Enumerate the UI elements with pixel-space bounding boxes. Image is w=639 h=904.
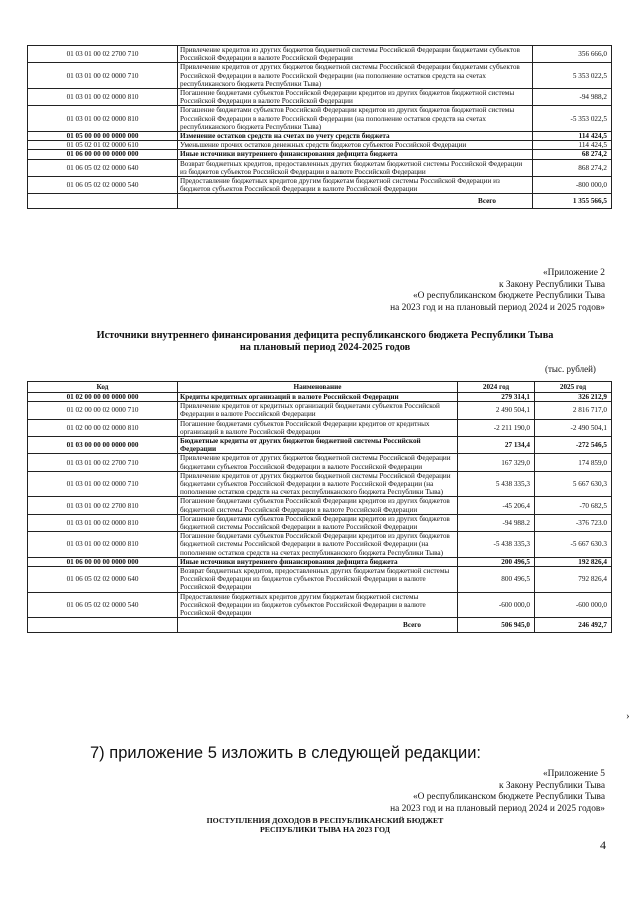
total-label: Всего — [178, 194, 533, 209]
table-row — [28, 454, 612, 471]
row-value-2024: -5 438 335,3 — [458, 532, 535, 558]
header-2024: 2024 год — [458, 382, 535, 393]
appendix-5-title-line2: РЕСПУБЛИКИ ТЫВА НА 2023 ГОД — [259, 825, 391, 834]
row-name: Бюджетные кредиты от других бюджетов бюджетной системы Российской Федерации — [178, 437, 458, 454]
row-value-2024: -600 000,0 — [458, 592, 535, 618]
header-name: Наименование — [178, 382, 458, 393]
table-row — [28, 63, 612, 89]
row-value-2025: 2 816 717,0 — [535, 402, 612, 419]
row-value-2024: 27 134,4 — [458, 437, 535, 454]
table-row — [28, 514, 612, 531]
total-row — [28, 618, 612, 633]
appendix-2-line2: к Закону Республики Тыва — [499, 279, 605, 290]
row-value-2024: -94 988.2 — [458, 514, 535, 531]
total-value-2025: 246 492,7 — [535, 618, 612, 633]
table-2-title-line2: на плановый период 2024-2025 годов — [239, 342, 411, 353]
appendix-2-line3: «О республиканском бюджете Республики Тыва — [412, 291, 605, 301]
page-number: 4 — [600, 838, 606, 852]
appendix-5-line2: к Закону Республики Тыва — [499, 780, 605, 791]
appendix-5-line1: «Приложение 5 — [542, 769, 605, 779]
row-name: Возврат бюджетных кредитов, предоставленных других бюджетам бюджетной системы Российской Федерации из бюджетов субъектов Российской Федерации в валюте Российской Федерации — [178, 567, 458, 593]
appendix-2-header — [205, 268, 605, 314]
row-value-2025: 792 826,4 — [535, 567, 612, 593]
row-value: 114 424,5 — [533, 141, 612, 150]
row-value-2024: 2 490 504,1 — [458, 402, 535, 419]
row-code: 01 06 05 02 02 0000 540 — [28, 592, 178, 618]
row-name: Предоставление бюджетных кредитов другим бюджетам бюджетной системы Российской Федерации из бюджетов субъектов Российской Федерации в валюте Российской Федерации — [178, 592, 458, 618]
row-value-2025: -70 682,5 — [535, 497, 612, 514]
total-label: Всего — [178, 618, 458, 633]
row-code: 01 03 01 00 02 0000 710 — [28, 471, 178, 497]
row-name: Погашение бюджетами субъектов Российской Федерации кредитов от кредитных организаций в валюте Российской Федерации — [178, 419, 458, 436]
table-row — [28, 567, 612, 593]
row-name: Привлечение кредитов от кредитных организаций бюджетами субъектов Российской Федерации в валюте Российской Федерации — [178, 402, 458, 419]
row-value-2024: 800 496,5 — [458, 567, 535, 593]
row-name: Привлечение кредитов от других бюджетов бюджетной системы Российской Федерации бюджетами субъектов Российской Федерации в валюте Российской Федерации (на пополнение остатков средств на счетах республиканского бюджета Республики Тыва) — [178, 63, 533, 89]
row-code: 01 05 02 01 02 0000 610 — [28, 141, 178, 150]
total-value: 1 355 566,5 — [533, 194, 612, 209]
table-2-title-line1: Источники внутреннего финансирования дефицита республиканского бюджета Республики Тыва — [96, 330, 554, 341]
row-value-2024: -45 206,4 — [458, 497, 535, 514]
row-code: 01 03 01 00 02 0000 710 — [28, 63, 178, 89]
row-value-2025: -2 490 504,1 — [535, 419, 612, 436]
header-code: Код — [28, 382, 178, 393]
row-value: -5 353 022,5 — [533, 106, 612, 132]
table-row — [28, 89, 612, 106]
row-name: Изменение остатков средств на счетах по учету средств бюджета — [178, 132, 533, 141]
table-row — [28, 177, 612, 194]
table-row — [28, 557, 612, 566]
appendix-5-title — [160, 816, 490, 834]
table-2-title — [60, 330, 590, 354]
table-row — [28, 150, 612, 159]
row-code: 01 06 05 02 02 0000 540 — [28, 177, 178, 194]
row-value-2024: 5 438 335,3 — [458, 471, 535, 497]
row-value: 68 274,2 — [533, 150, 612, 159]
row-name: Погашение бюджетами субъектов Российской Федерации кредитов из других бюджетов бюджетной системы Российской Федерации в валюте Российской Федерации (на пополнение остатков средств на счетах республиканского бюджета Республики Тыва) — [178, 532, 458, 558]
header-2025: 2025 год — [535, 382, 612, 393]
row-value-2025: 5 667 630,3 — [535, 471, 612, 497]
row-code: 01 03 01 00 02 0000 810 — [28, 89, 178, 106]
row-name: Погашение бюджетами субъектов Российской Федерации кредитов из других бюджетов бюджетной системы Российской Федерации в валюте Российской Федерации — [178, 89, 533, 106]
row-code: 01 02 00 00 02 0000 710 — [28, 402, 178, 419]
row-value-2025: -600 000,0 — [535, 592, 612, 618]
row-name: Возврат бюджетных кредитов, предоставленных других бюджетам бюджетной системы Российской Федерации из бюджетов субъектов Российской Федерации в валюте Российской Федерации — [178, 159, 533, 176]
row-code: 01 06 05 02 02 0000 640 — [28, 159, 178, 176]
row-name: Погашение бюджетами субъектов Российской Федерации кредитов из других бюджетов бюджетной системы Российской Федерации в валюте Российской Федерации — [178, 497, 458, 514]
table-row — [28, 592, 612, 618]
row-name: Иные источники внутреннего финансирования дефицита бюджета — [178, 150, 533, 159]
row-code: 01 06 00 00 00 0000 000 — [28, 557, 178, 566]
table-row — [28, 402, 612, 419]
appendix-2-line4: на 2023 год и на плановый период 2024 и 2025 годов» — [390, 302, 605, 313]
row-name: Привлечение кредитов из других бюджетов бюджетной системы Российской Федерации бюджетами субъектов Российской Федерации в валюте Российской Федерации — [178, 46, 533, 63]
item-7-instruction: 7) приложение 5 изложить в следующей редакции: — [90, 744, 481, 762]
total-code-cell — [28, 194, 178, 209]
row-value: -94 988,2 — [533, 89, 612, 106]
row-code: 01 02 00 00 00 0000 000 — [28, 393, 178, 402]
row-name: Предоставление бюджетных кредитов другим бюджетам бюджетной системы Российской Федерации из бюджетов субъектов Российской Федерации в валюте Российской Федерации — [178, 177, 533, 194]
appendix-5-title-line1: ПОСТУПЛЕНИЯ ДОХОДОВ В РЕСПУБЛИКАНСКИЙ БЮДЖЕТ — [206, 816, 444, 825]
units-label: (тыс. рублей) — [545, 364, 596, 374]
row-code: 01 06 00 00 00 0000 000 — [28, 150, 178, 159]
appendix-5-header — [205, 769, 605, 815]
row-code: 01 06 05 02 02 0000 640 — [28, 567, 178, 593]
row-value-2025: 174 859,0 — [535, 454, 612, 471]
row-value-2025: 192 826,4 — [535, 557, 612, 566]
row-code: 01 03 01 00 02 0000 810 — [28, 514, 178, 531]
row-value-2024: 200 496,5 — [458, 557, 535, 566]
side-mark: › — [626, 710, 630, 722]
row-code: 01 02 00 00 02 0000 810 — [28, 419, 178, 436]
row-value-2024: 167 329,0 — [458, 454, 535, 471]
row-value-2025: -376 723.0 — [535, 514, 612, 531]
row-name: Привлечение кредитов от других бюджетов бюджетной системы Российской Федерации бюджетами субъектов Российской Федерации в валюте Российской Федерации — [178, 454, 458, 471]
row-code: 01 03 01 00 02 0000 810 — [28, 532, 178, 558]
row-name: Уменьшение прочих остатков денежных средств бюджетов субъектов Российской Федерации — [178, 141, 533, 150]
row-value-2025: 326 212,9 — [535, 393, 612, 402]
row-code: 01 03 00 00 00 0000 000 — [28, 437, 178, 454]
appendix-5-line4: на 2023 год и на плановый период 2024 и 2025 годов» — [390, 803, 605, 814]
table-row — [28, 497, 612, 514]
table-row — [28, 106, 612, 132]
row-name: Иные источники внутреннего финансирования дефицита бюджета — [178, 557, 458, 566]
row-value: 5 353 022,5 — [533, 63, 612, 89]
total-value-2024: 506 945,0 — [458, 618, 535, 633]
row-value-2024: -2 211 190,0 — [458, 419, 535, 436]
table-row — [28, 132, 612, 141]
row-value-2025: -5 667 630.3 — [535, 532, 612, 558]
table-row — [28, 532, 612, 558]
table-row — [28, 46, 612, 63]
row-value-2024: 279 314,1 — [458, 393, 535, 402]
total-code-cell — [28, 618, 178, 633]
appendix-5-line3: «О республиканском бюджете Республики Тыва — [412, 792, 605, 802]
table-row — [28, 437, 612, 454]
appendix-2-line1: «Приложение 2 — [542, 268, 605, 278]
row-value: 114 424,5 — [533, 132, 612, 141]
row-code: 01 03 01 00 02 2700 710 — [28, 454, 178, 471]
row-value: 868 274,2 — [533, 159, 612, 176]
table-row — [28, 419, 612, 436]
row-code: 01 03 01 00 02 0000 810 — [28, 106, 178, 132]
row-code: 01 03 01 00 02 2700 710 — [28, 46, 178, 63]
row-name: Погашение бюджетами субъектов Российской Федерации кредитов из других бюджетов бюджетной системы Российской Федерации в валюте Российской Федерации (на пополнение остатков средств на счетах республиканского бюджета Республики Тыва) — [178, 106, 533, 132]
row-name: Кредиты кредитных организаций в валюте Российской Федерации — [178, 393, 458, 402]
row-value-2025: -272 546,5 — [535, 437, 612, 454]
row-value: -800 000,0 — [533, 177, 612, 194]
table-row — [28, 471, 612, 497]
financing-table-2023 — [27, 45, 612, 209]
row-code: 01 05 00 00 00 0000 000 — [28, 132, 178, 141]
financing-table-2024-2025 — [27, 381, 612, 633]
table-row — [28, 141, 612, 150]
row-name: Погашение бюджетами субъектов Российской Федерации кредитов из других бюджетов бюджетной системы Российской Федерации в валюте Российской Федерации — [178, 514, 458, 531]
total-row — [28, 194, 612, 209]
row-name: Привлечение кредитов от других бюджетов бюджетной системы Российской Федерации бюджетами субъектов Российской Федерации в валюте Российской Федерации (на пополнение остатков средств на счетах республиканского бюджета Республики Тыва) — [178, 471, 458, 497]
row-code: 01 03 01 00 02 2700 810 — [28, 497, 178, 514]
row-value: 356 666,0 — [533, 46, 612, 63]
table-row — [28, 393, 612, 402]
table-row — [28, 159, 612, 176]
